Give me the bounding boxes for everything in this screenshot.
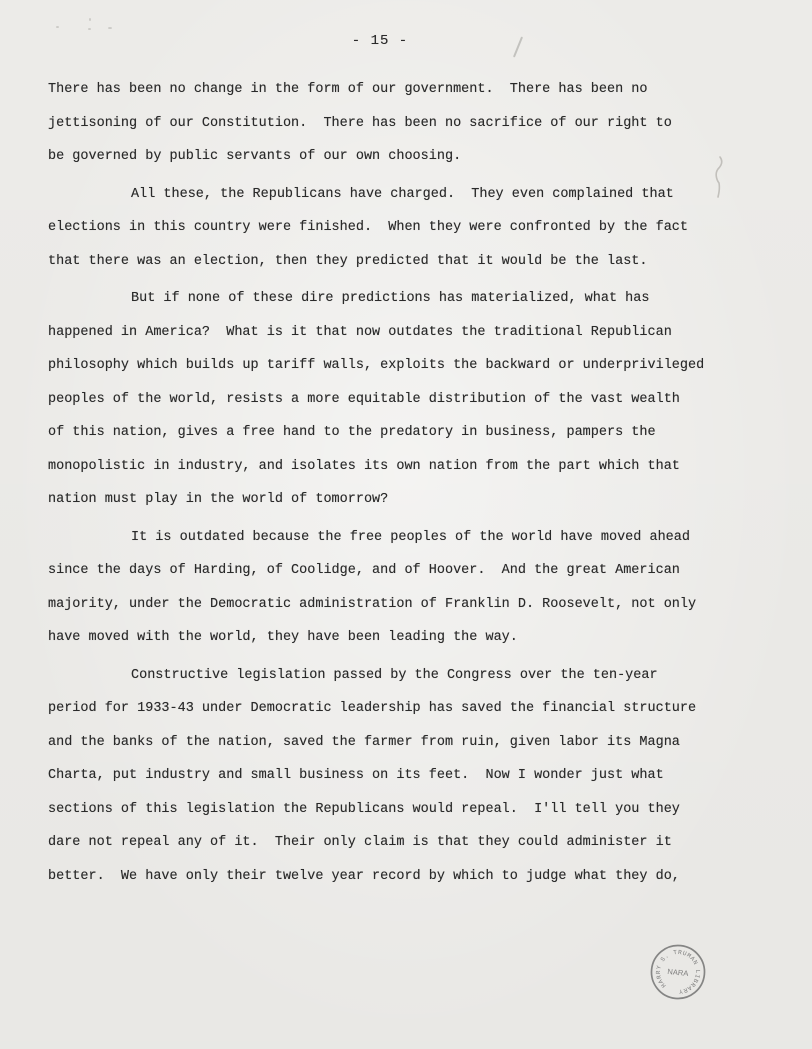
paragraph [48,73,768,174]
text-line: elections in this country were finished. When they were confronted by the fact [48,220,689,235]
paper-speck [89,18,91,21]
text-line: since the days of Harding, of Coolidge, and of Hoover. And the great American [48,563,680,578]
text-line: period for 1933-43 under Democratic leadership has saved the financial structure [48,701,697,716]
text-line: jettisoning of our Constitution. There has been no sacrifice of our right to [48,115,672,131]
text-line: better. We have only their twelve year record by which to judge what they do, [48,868,680,884]
text-line: nation must play in the world of tomorrow? [48,492,389,507]
text-line: philosophy which builds up tariff walls, exploits the backward or underprivileged [48,358,705,373]
text-line: Charta, put industry and small business on its feet. Now I wonder just what [48,768,664,783]
text-line: peoples of the world, resists a more equitable distribution of the vast wealth [48,391,680,407]
archive-stamp [645,939,711,1005]
stamp-center-text: NARA [666,966,689,979]
text-line: dare not repeal any of it. Their only claim is that they could administer it [48,835,672,850]
paragraph [48,178,768,279]
text-line: All these, the Republicans have charged. They even complained that [131,186,674,202]
text-line: and the banks of the nation, saved the farmer from ruin, given labor its Magna [48,734,680,750]
text-line: have moved with the world, they have been leading the way. [48,630,518,645]
text-line: majority, under the Democratic administration of Franklin D. Roosevelt, not only [48,596,697,612]
text-line: But if none of these dire predictions has materialized, what has [131,291,650,306]
text-line: that there was an election, then they predicted that it would be the last. [48,253,648,269]
text-line: sections of this legislation the Republicans would repeal. I'll tell you they [48,801,680,817]
text-line: There has been no change in the form of our government. There has been no [48,82,648,97]
document-body [48,73,768,893]
text-line: of this nation, gives a free hand to the predatory in business, pampers the [48,425,656,440]
page-number: - 15 - [351,33,409,49]
text-line: be governed by public servants of our own choosing. [48,149,462,164]
text-line: happened in America? What is it that now outdates the traditional Republican [48,324,672,340]
paper-speck [56,26,59,28]
paragraph [48,282,768,517]
paper-speck [88,28,91,30]
stamp-ring-text: HARRY S. TRUMAN LIBRARY [654,948,702,996]
text-line: monopolistic in industry, and isolates its own nation from the part which that [48,458,680,474]
text-line: It is outdated because the free peoples of the world have moved ahead [131,529,690,545]
paragraph [48,659,768,894]
paragraph [48,521,768,655]
paper-speck [108,27,112,29]
text-line: Constructive legislation passed by the Congress over the ten-year [131,667,658,683]
